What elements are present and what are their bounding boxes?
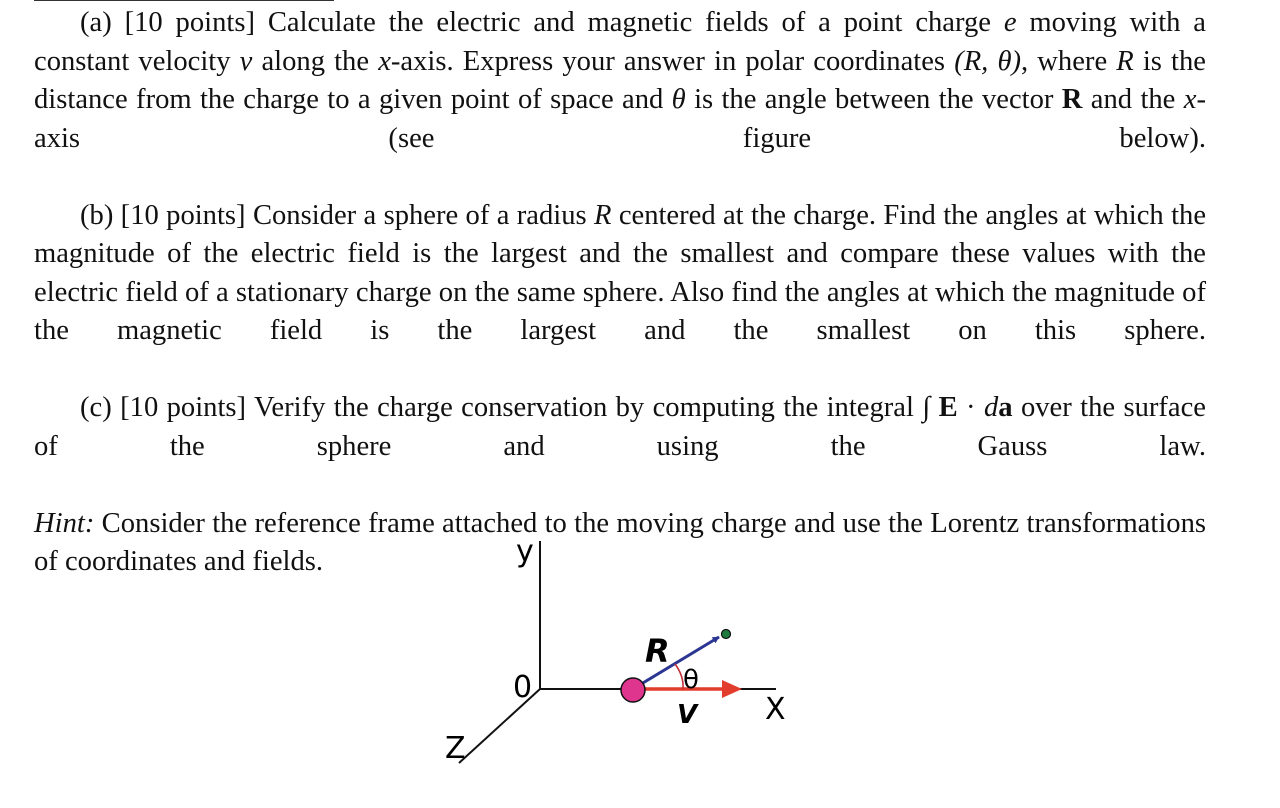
R-label: R: [645, 632, 670, 670]
part-c: (c) [10 points] Verify the charge conservation by computing the integral ∫ E · da over the surface of the sphere and using the Gauss law.: [34, 392, 1207, 462]
origin-label: 0: [513, 670, 533, 705]
part-a-label: (a) [10 points]: [80, 7, 255, 38]
hint-label: Hint:: [34, 507, 95, 539]
v-label: V: [677, 700, 698, 730]
part-c-label: (c) [10 points]: [80, 392, 247, 423]
polar-coords: (R, θ): [954, 45, 1022, 77]
part-b: (b) [10 points] Consider a sphere of a radius R centered at the charge. Find the angles at which the magnitude of the electric field is the largest and the smallest and compare these values with the electric field of a stationary charge on the same sphere. Also find the angles at which the magnitude of the magnetic field is the largest and the smallest on this sphere.: [34, 199, 1207, 346]
v-vector-head: [722, 680, 742, 698]
vector-R: R: [1061, 84, 1083, 115]
x-label: X: [765, 692, 786, 727]
moving-charge: [621, 678, 645, 702]
theta-arc: [675, 664, 683, 689]
field-point: [722, 630, 731, 639]
y-label: y: [516, 534, 534, 569]
z-label: Z: [445, 731, 466, 766]
theta-label: θ: [683, 665, 699, 695]
hint: Hint: Consider the reference frame attached to the moving charge and use the Lorentz transformations of coordinates and fields.: [34, 507, 1206, 577]
velocity-symbol: v: [239, 45, 253, 77]
charge-symbol: e: [1003, 7, 1017, 38]
part-b-label: (b) [10 points]: [80, 199, 246, 231]
part-a: (a) [10 points] Calculate the electric and magnetic fields of a point charge e moving with a constant velocity v along the x-axis. Express your answer in polar coordinates (R, θ), where R is the distance from the charge to a given point of space and θ is the angle between the vector R and the x-axis (see figure below).: [34, 7, 1206, 154]
integral-sign: ∫: [922, 392, 931, 423]
